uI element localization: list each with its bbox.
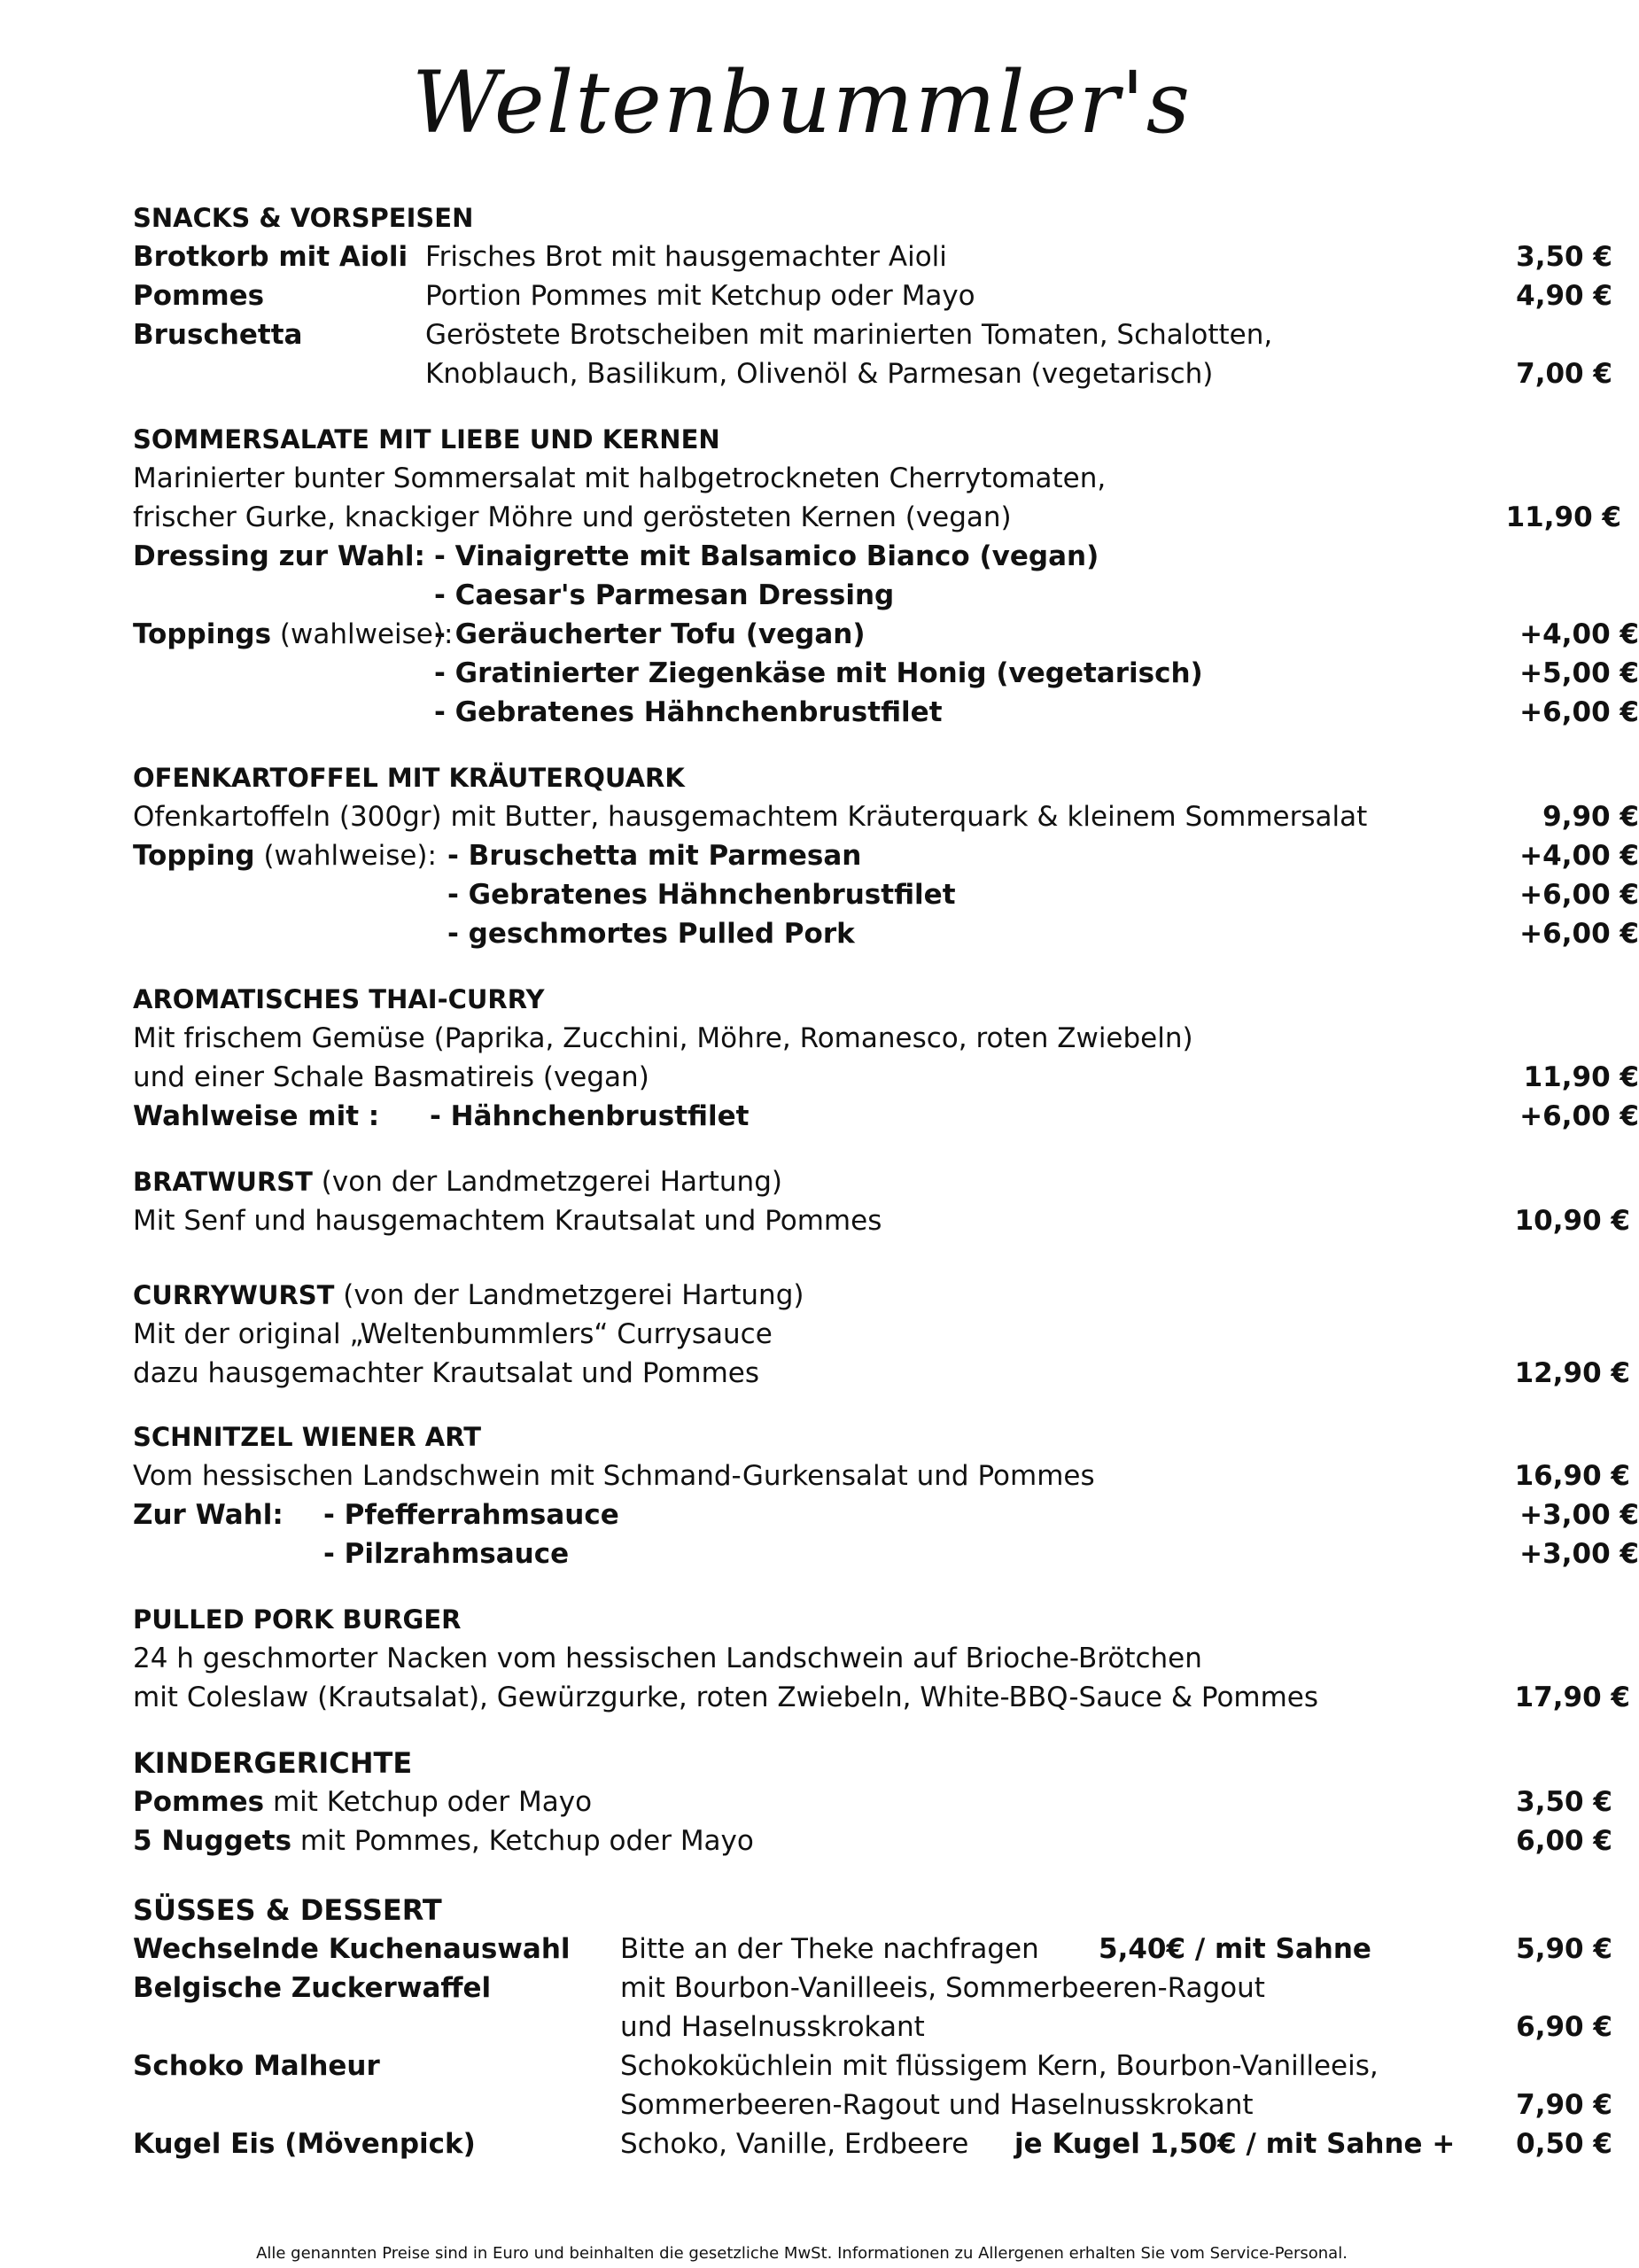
item-price: 12,90 € [1514, 1357, 1630, 1389]
item-price: 7,90 € [1516, 2089, 1612, 2121]
item-desc: Mit frischem Gemüse (Paprika, Zucchini, Möhre, Romanesco, roten Zwiebeln) [133, 1022, 1193, 1054]
section-currywurst [133, 1276, 1630, 1393]
menu-item-bruschetta [133, 315, 1604, 354]
option-price: +3,00 € [1519, 1499, 1639, 1531]
topping-option: - Gratinierter Ziegenkäse mit Honig (vegetarisch) [434, 657, 1203, 689]
section-header: SOMMERSALATE MIT LIEBE UND KERNEN [133, 424, 720, 454]
item-price: 16,90 € [1514, 1460, 1630, 1492]
item-price: 0,50 € [1516, 2128, 1612, 2160]
toppings-label-text: Toppings [133, 618, 272, 650]
item-desc: dazu hausgemachter Krautsalat und Pommes [133, 1357, 759, 1389]
topping-option: - geschmortes Pulled Pork [447, 918, 855, 950]
item-desc: mit Bourbon-Vanilleeis, Sommerbeeren-Ragout [620, 1972, 1265, 2004]
item-desc-line [133, 1315, 1604, 1354]
item-desc: Portion Pommes mit Ketchup oder Mayo [425, 280, 975, 312]
item-line [133, 1821, 754, 1860]
topping-label-text: Topping [133, 840, 255, 872]
item-price: 3,50 € [1516, 241, 1612, 273]
topping-note: (wahlweise): [254, 840, 437, 872]
item-price: 6,00 € [1516, 1825, 1612, 1857]
topping-row [133, 654, 1639, 693]
item-name: Kugel Eis (Mövenpick) [133, 2128, 476, 2160]
section-header: AROMATISCHES THAI-CURRY [133, 984, 545, 1014]
item-desc: mit Pommes, Ketchup oder Mayo [291, 1825, 754, 1857]
item-price: 10,90 € [1514, 1205, 1630, 1237]
menu-title: Weltenbummler's [412, 53, 1192, 152]
section-header [133, 1162, 782, 1201]
item-desc-line [133, 1201, 1630, 1240]
item-desc: mit Coleslaw (Krautsalat), Gewürzgurke, roten Zwiebeln, White-BBQ-Sauce & Pommes [133, 1682, 1319, 1713]
item-desc-line [133, 797, 1639, 836]
section-burger [133, 1600, 1630, 1717]
item-name: Brotkorb mit Aioli [133, 241, 408, 273]
menu-item-eis [133, 2124, 1612, 2163]
item-price: 9,90 € [1542, 801, 1639, 833]
item-price: 11,90 € [1505, 501, 1621, 533]
item-price: 11,90 € [1523, 1061, 1639, 1093]
section-header-row [133, 1162, 1604, 1201]
item-desc-line [133, 1058, 1639, 1097]
topping-option: - Bruschetta mit Parmesan [447, 840, 862, 872]
toppings-note: (wahlweise): [271, 618, 454, 650]
section-bratwurst [133, 1162, 1630, 1240]
option-price: +3,00 € [1519, 1538, 1639, 1570]
topping-option: - Gebratenes Hähnchenbrustfilet [434, 696, 943, 728]
menu-item-waffel [133, 1969, 1604, 2008]
item-desc: mit Ketchup oder Mayo [264, 1786, 593, 1818]
menu-item-bruschetta-cont [133, 354, 1612, 393]
option-item: - Hähnchenbrustfilet [430, 1100, 750, 1132]
item-price-alt: 5,40€ / mit Sahne [1099, 1933, 1371, 1965]
item-desc: Knoblauch, Basilikum, Olivenöl & Parmesan (vegetarisch) [425, 358, 1214, 390]
item-price: 4,90 € [1516, 280, 1612, 312]
section-snacks [133, 198, 1612, 393]
section-ofenkartoffel [133, 758, 1639, 953]
item-desc: frischer Gurke, knackiger Möhre und gerösteten Kernen (vegan) [133, 501, 1012, 533]
item-desc: Frisches Brot mit hausgemachter Aioli [425, 241, 947, 273]
item-name: Belgische Zuckerwaffel [133, 1972, 492, 2004]
dressing-row [133, 537, 1604, 576]
section-dessert [133, 1891, 1612, 2163]
option-row [133, 1534, 1639, 1573]
item-desc: Geröstete Brotscheiben mit marinierten Tomaten, Schalotten, [425, 319, 1273, 351]
item-desc: Mit Senf und hausgemachtem Krautsalat und Pommes [133, 1205, 882, 1237]
item-desc: Schokoküchlein mit flüssigem Kern, Bourbon-Vanilleeis, [620, 2050, 1379, 2082]
item-desc: Marinierter bunter Sommersalat mit halbgetrockneten Cherrytomaten, [133, 462, 1107, 494]
item-name: Pommes [133, 1786, 265, 1818]
menu-item-brotkorb [133, 237, 1612, 276]
menu-item-kinder-pommes [133, 1783, 1612, 1821]
topping-row [133, 615, 1639, 654]
section-header: KINDERGERICHTE [133, 1746, 413, 1780]
item-name: Pommes [133, 280, 265, 312]
topping-price: +5,00 € [1519, 657, 1639, 689]
section-curry [133, 980, 1639, 1136]
item-desc: und Haselnusskrokant [620, 2011, 925, 2043]
section-header-row [133, 1276, 1604, 1315]
item-price: 6,90 € [1516, 2011, 1612, 2043]
section-header: OFENKARTOFFEL MIT KRÄUTERQUARK [133, 763, 685, 793]
item-desc-line [133, 1456, 1630, 1495]
dressing-row [133, 576, 1604, 615]
topping-row [133, 875, 1639, 914]
item-desc-line [133, 1639, 1604, 1678]
section-salat [133, 420, 1639, 732]
footer-note: Alle genannten Preise sind in Euro und beinhalten die gesetzliche MwSt. Informationen zu Allergenen erhalten Sie vom Service-Personal. [256, 2244, 1348, 2263]
dressing-label: Dressing zur Wahl: [133, 540, 425, 572]
item-desc-line [133, 498, 1621, 537]
item-desc-line [133, 1678, 1630, 1717]
item-desc: Sommerbeeren-Ragout und Haselnusskrokant [620, 2089, 1254, 2121]
dressing-option: - Vinaigrette mit Balsamico Bianco (vegan) [434, 540, 1099, 572]
item-desc-line [133, 459, 1604, 498]
item-price: 7,00 € [1516, 358, 1612, 390]
section-header: SÜSSES & DESSERT [133, 1893, 442, 1927]
item-desc: Vom hessischen Landschwein mit Schmand-Gurkensalat und Pommes [133, 1460, 1095, 1492]
item-name: Wechselnde Kuchenauswahl [133, 1933, 571, 1965]
option-row [133, 1495, 1639, 1534]
item-price: 3,50 € [1516, 1786, 1612, 1818]
item-desc-line [133, 1019, 1604, 1058]
section-header [133, 1276, 804, 1315]
menu-item-pommes [133, 276, 1612, 315]
menu-item-kuchen [133, 1930, 1612, 1969]
section-header-text: BRATWURST [133, 1167, 313, 1197]
option-label: Zur Wahl: [133, 1499, 284, 1531]
option-item: - Pfefferrahmsauce [323, 1499, 619, 1531]
section-schnitzel [133, 1418, 1639, 1573]
item-desc-line [133, 1354, 1630, 1393]
section-note: (von der Landmetzgerei Hartung) [334, 1279, 804, 1311]
item-price-alt: je Kugel 1,50€ / mit Sahne + [1014, 2128, 1456, 2160]
item-desc: Ofenkartoffeln (300gr) mit Butter, hausgemachtem Kräuterquark & kleinem Sommersalat [133, 801, 1368, 833]
item-name: 5 Nuggets [133, 1825, 292, 1857]
section-header: SNACKS & VORSPEISEN [133, 203, 474, 233]
topping-row [133, 836, 1639, 875]
item-desc: Mit der original „Weltenbummlers“ Currysauce [133, 1318, 773, 1350]
topping-price: +4,00 € [1519, 618, 1639, 650]
item-line [133, 1783, 592, 1821]
option-price: +6,00 € [1519, 1100, 1639, 1132]
topping-price: +6,00 € [1519, 918, 1639, 950]
item-desc: Schoko, Vanille, Erdbeere [620, 2128, 969, 2160]
topping-price: +4,00 € [1519, 840, 1639, 872]
option-label: Wahlweise mit : [133, 1100, 380, 1132]
section-header: PULLED PORK BURGER [133, 1604, 462, 1635]
item-price: 5,90 € [1516, 1933, 1612, 1965]
topping-option: - Gebratenes Hähnchenbrustfilet [447, 879, 956, 911]
toppings-label [133, 615, 453, 654]
menu-item-schoko-cont [133, 2085, 1612, 2124]
section-kinder [133, 1744, 1612, 1860]
topping-row [133, 914, 1639, 953]
item-desc: und einer Schale Basmatireis (vegan) [133, 1061, 649, 1093]
topping-label [133, 836, 437, 875]
topping-price: +6,00 € [1519, 879, 1639, 911]
menu-item-waffel-cont [133, 2008, 1612, 2047]
item-name: Bruschetta [133, 319, 303, 351]
item-name: Schoko Malheur [133, 2050, 380, 2082]
section-header-text: CURRYWURST [133, 1280, 335, 1310]
item-desc: 24 h geschmorter Nacken vom hessischen Landschwein auf Brioche-Brötchen [133, 1643, 1202, 1674]
topping-option: - Geräucherter Tofu (vegan) [434, 618, 866, 650]
option-item: - Pilzrahmsauce [323, 1538, 570, 1570]
topping-price: +6,00 € [1519, 696, 1639, 728]
section-note: (von der Landmetzgerei Hartung) [312, 1166, 782, 1198]
section-header: SCHNITZEL WIENER ART [133, 1422, 482, 1452]
dressing-option: - Caesar's Parmesan Dressing [434, 579, 895, 611]
topping-row [133, 693, 1639, 732]
item-desc: Bitte an der Theke nachfragen [620, 1933, 1039, 1965]
option-row [133, 1097, 1639, 1136]
item-price: 17,90 € [1514, 1682, 1630, 1713]
menu-item-schoko [133, 2047, 1604, 2085]
menu-item-nuggets [133, 1821, 1612, 1860]
